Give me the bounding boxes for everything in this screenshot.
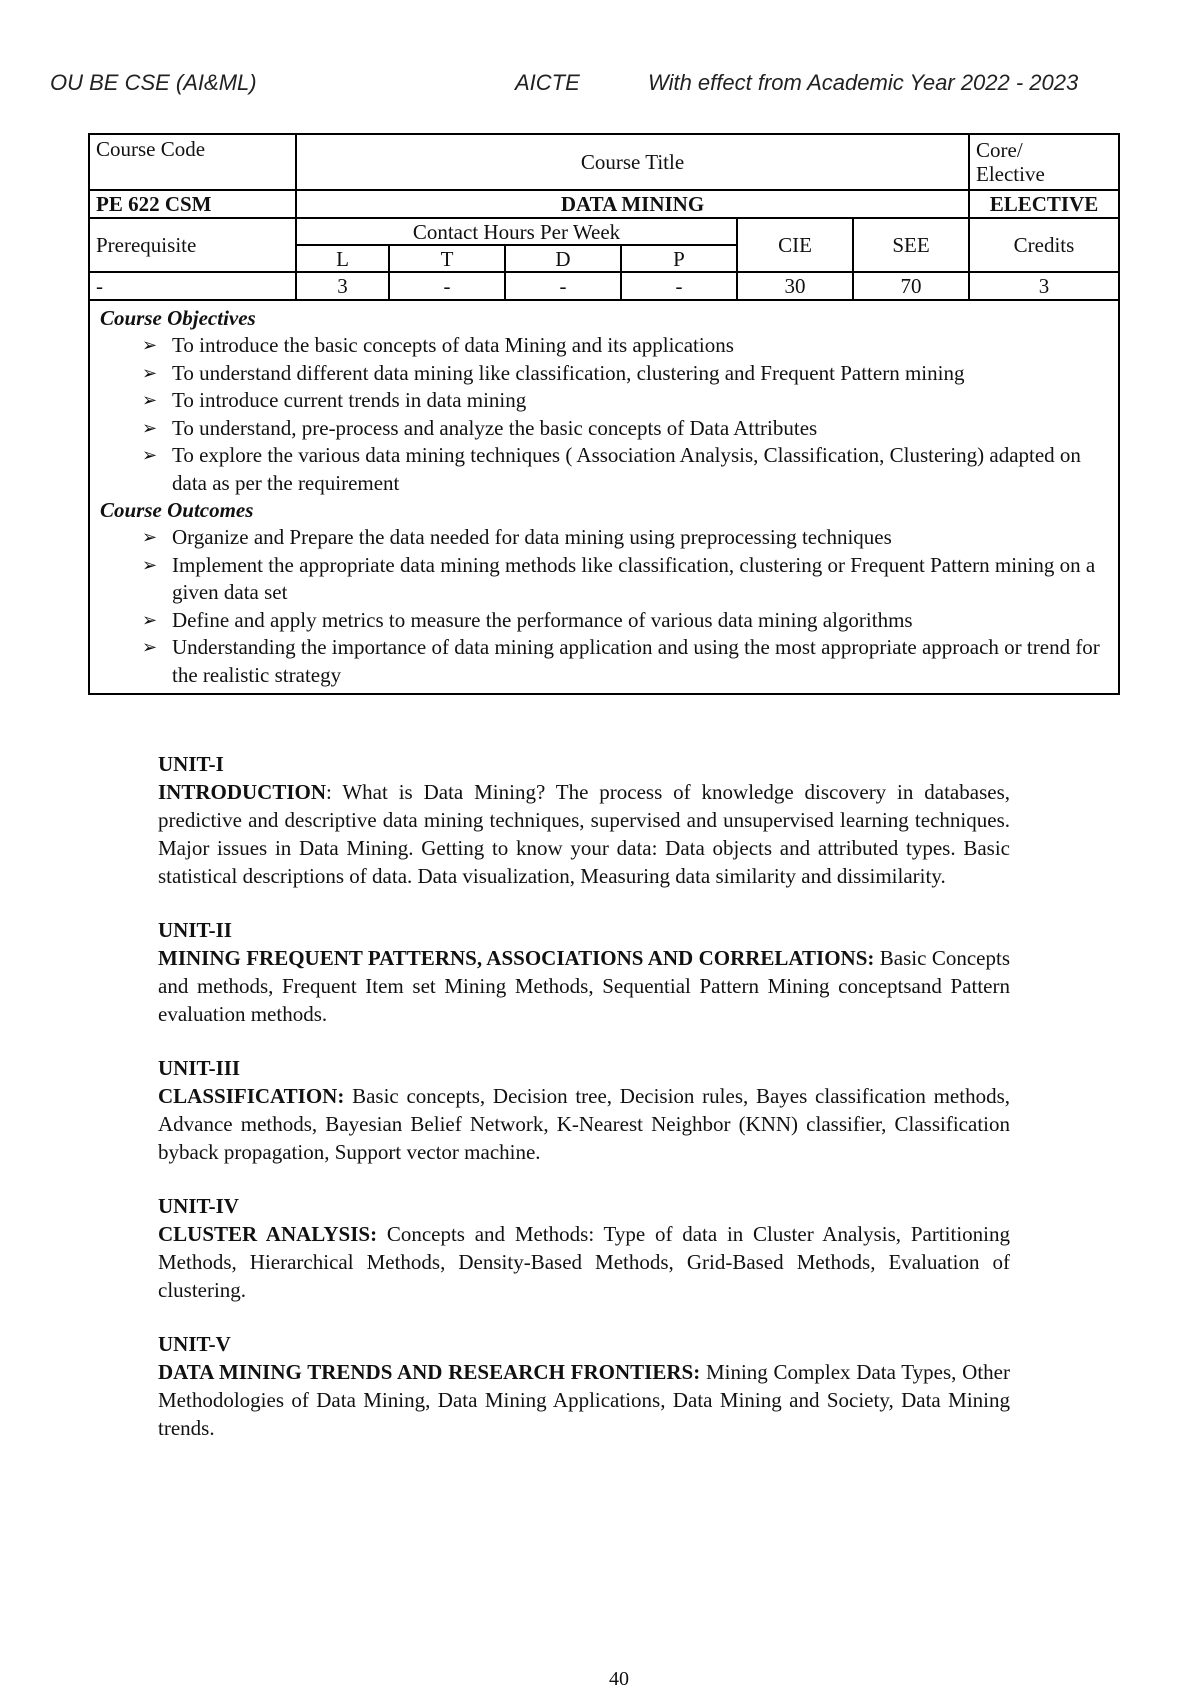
arrow-bullet-icon: ➢	[142, 445, 158, 465]
course-title: DATA MINING	[296, 190, 969, 218]
unit-4	[158, 1192, 1010, 1304]
arrow-bullet-icon: ➢	[142, 417, 158, 438]
page-number: 40	[609, 1668, 629, 1690]
unit-content: Basic Concepts and methods, Frequent Item set Mining Methods, Sequential Pattern Mining conceptsand Pattern evaluation methods.	[158, 946, 1011, 1026]
header-aicte: AICTE	[515, 70, 580, 95]
header-effective-year: With effect from Academic Year 2022 - 2023	[648, 70, 1079, 95]
course-details-table	[88, 133, 1120, 695]
unit-heading: DATA MINING TRENDS AND RESEARCH FRONTIERS:	[158, 1360, 701, 1384]
credits-label: Credits	[969, 218, 1119, 272]
prerequisite-label: Prerequisite	[89, 218, 296, 272]
list-item: ➢ To understand, pre-process and analyze the basic concepts of Data Attributes	[100, 415, 1108, 443]
unit-title: UNIT-IV	[158, 1194, 239, 1218]
unit-heading: CLUSTER ANALYSIS:	[158, 1222, 378, 1246]
objectives-outcomes-cell	[89, 300, 1119, 694]
unit-description	[158, 944, 1010, 1028]
unit-3	[158, 1054, 1010, 1166]
unit-5	[158, 1330, 1010, 1442]
unit-description	[158, 1358, 1010, 1442]
course-type: ELECTIVE	[969, 190, 1119, 218]
core-label: Core/	[976, 138, 1023, 162]
unit-heading: CLASSIFICATION:	[158, 1084, 345, 1108]
tutorial-label: T	[389, 245, 505, 272]
arrow-bullet-icon: ➢	[142, 637, 158, 657]
drawing-value: -	[505, 272, 621, 300]
unit-1	[158, 750, 1010, 890]
page-header	[0, 70, 1200, 100]
unit-content: Mining Complex Data Types, Other Methodologies of Data Mining, Data Mining Applications, Data Mining and Society, Data Mining trends.	[158, 1360, 1010, 1440]
unit-content: : What is Data Mining? The process of knowledge discovery in databases, predictive and descriptive data mining techniques, supervised and unsupervised learning techniques. Major issues in Data Mining. Getting to know your data: Data objects and attributed types. Basic statistical descriptions of data. Data visualization, Measuring data similarity and dissimilarity.	[158, 780, 1010, 888]
outcomes-heading: Course Outcomes	[100, 498, 254, 522]
list-item: ➢ To introduce current trends in data mining	[100, 387, 1108, 415]
see-label: SEE	[853, 218, 969, 272]
arrow-bullet-icon: ➢	[142, 554, 158, 575]
unit-description	[158, 778, 1010, 890]
col-course-code: Course Code	[89, 134, 296, 190]
list-item: ➢ To understand different data mining like classification, clustering and Frequent Pattern mining	[100, 360, 1108, 388]
list-item: ➢ Organize and Prepare the data needed for data mining using preprocessing techniques	[100, 524, 1108, 552]
header-program: OU BE CSE (AI&ML)	[50, 70, 257, 95]
list-item: ➢ To explore the various data mining techniques ( Association Analysis, Classification, Clustering) adapted on data as per the requirement	[142, 443, 1081, 495]
drawing-label: D	[505, 245, 621, 272]
course-code: PE 622 CSM	[89, 190, 296, 218]
practical-label: P	[621, 245, 737, 272]
unit-title: UNIT-III	[158, 1056, 241, 1080]
unit-title: UNIT-II	[158, 918, 232, 942]
list-item: ➢ Implement the appropriate data mining methods like classification, clustering or Frequent Pattern mining on a given data set	[142, 552, 1096, 604]
syllabus-units	[158, 750, 1010, 1468]
tutorial-value: -	[389, 272, 505, 300]
unit-heading: MINING FREQUENT PATTERNS, ASSOCIATIONS AND CORRELATIONS:	[158, 946, 875, 970]
unit-description	[158, 1220, 1010, 1304]
unit-title: UNIT-V	[158, 1332, 231, 1356]
outcomes-list	[100, 524, 1108, 689]
list-item: ➢ Define and apply metrics to measure the performance of various data mining algorithms	[100, 607, 1108, 635]
see-value: 70	[853, 272, 969, 300]
elective-label: Elective	[976, 162, 1045, 186]
prerequisite-value: -	[89, 272, 296, 300]
unit-content: Basic concepts, Decision tree, Decision rules, Bayes classification methods, Advance methods, Bayesian Belief Network, K-Nearest Neighbor (KNN) classifier, Classification byback propagation, Support vector machine.	[158, 1084, 1010, 1164]
unit-title: UNIT-I	[158, 752, 224, 776]
lecture-label: L	[296, 245, 389, 272]
unit-heading: INTRODUCTION	[158, 780, 327, 804]
list-item: ➢ To introduce the basic concepts of data Mining and its applications	[100, 332, 1108, 360]
cie-label: CIE	[737, 218, 853, 272]
unit-content: Concepts and Methods: Type of data in Cluster Analysis, Partitioning Methods, Hierarchical Methods, Density-Based Methods, Grid-Based Methods, Evaluation of clustering.	[158, 1222, 1010, 1302]
col-core-elective	[969, 134, 1119, 190]
practical-value: -	[621, 272, 737, 300]
objectives-list	[100, 332, 1108, 497]
contact-hours-label: Contact Hours Per Week	[296, 218, 737, 245]
unit-2	[158, 916, 1010, 1028]
arrow-bullet-icon: ➢	[142, 335, 158, 355]
arrow-bullet-icon: ➢	[142, 609, 158, 630]
col-course-title: Course Title	[296, 134, 969, 190]
arrow-bullet-icon: ➢	[142, 362, 158, 383]
arrow-bullet-icon: ➢	[142, 390, 158, 410]
list-item: ➢ Understanding the importance of data mining application and using the most appropriate approach or trend for the realistic strategy	[142, 635, 1100, 687]
arrow-bullet-icon: ➢	[142, 527, 158, 547]
lecture-value: 3	[296, 272, 389, 300]
cie-value: 30	[737, 272, 853, 300]
unit-description	[158, 1082, 1010, 1166]
objectives-heading: Course Objectives	[100, 306, 256, 330]
credits-value: 3	[969, 272, 1119, 300]
